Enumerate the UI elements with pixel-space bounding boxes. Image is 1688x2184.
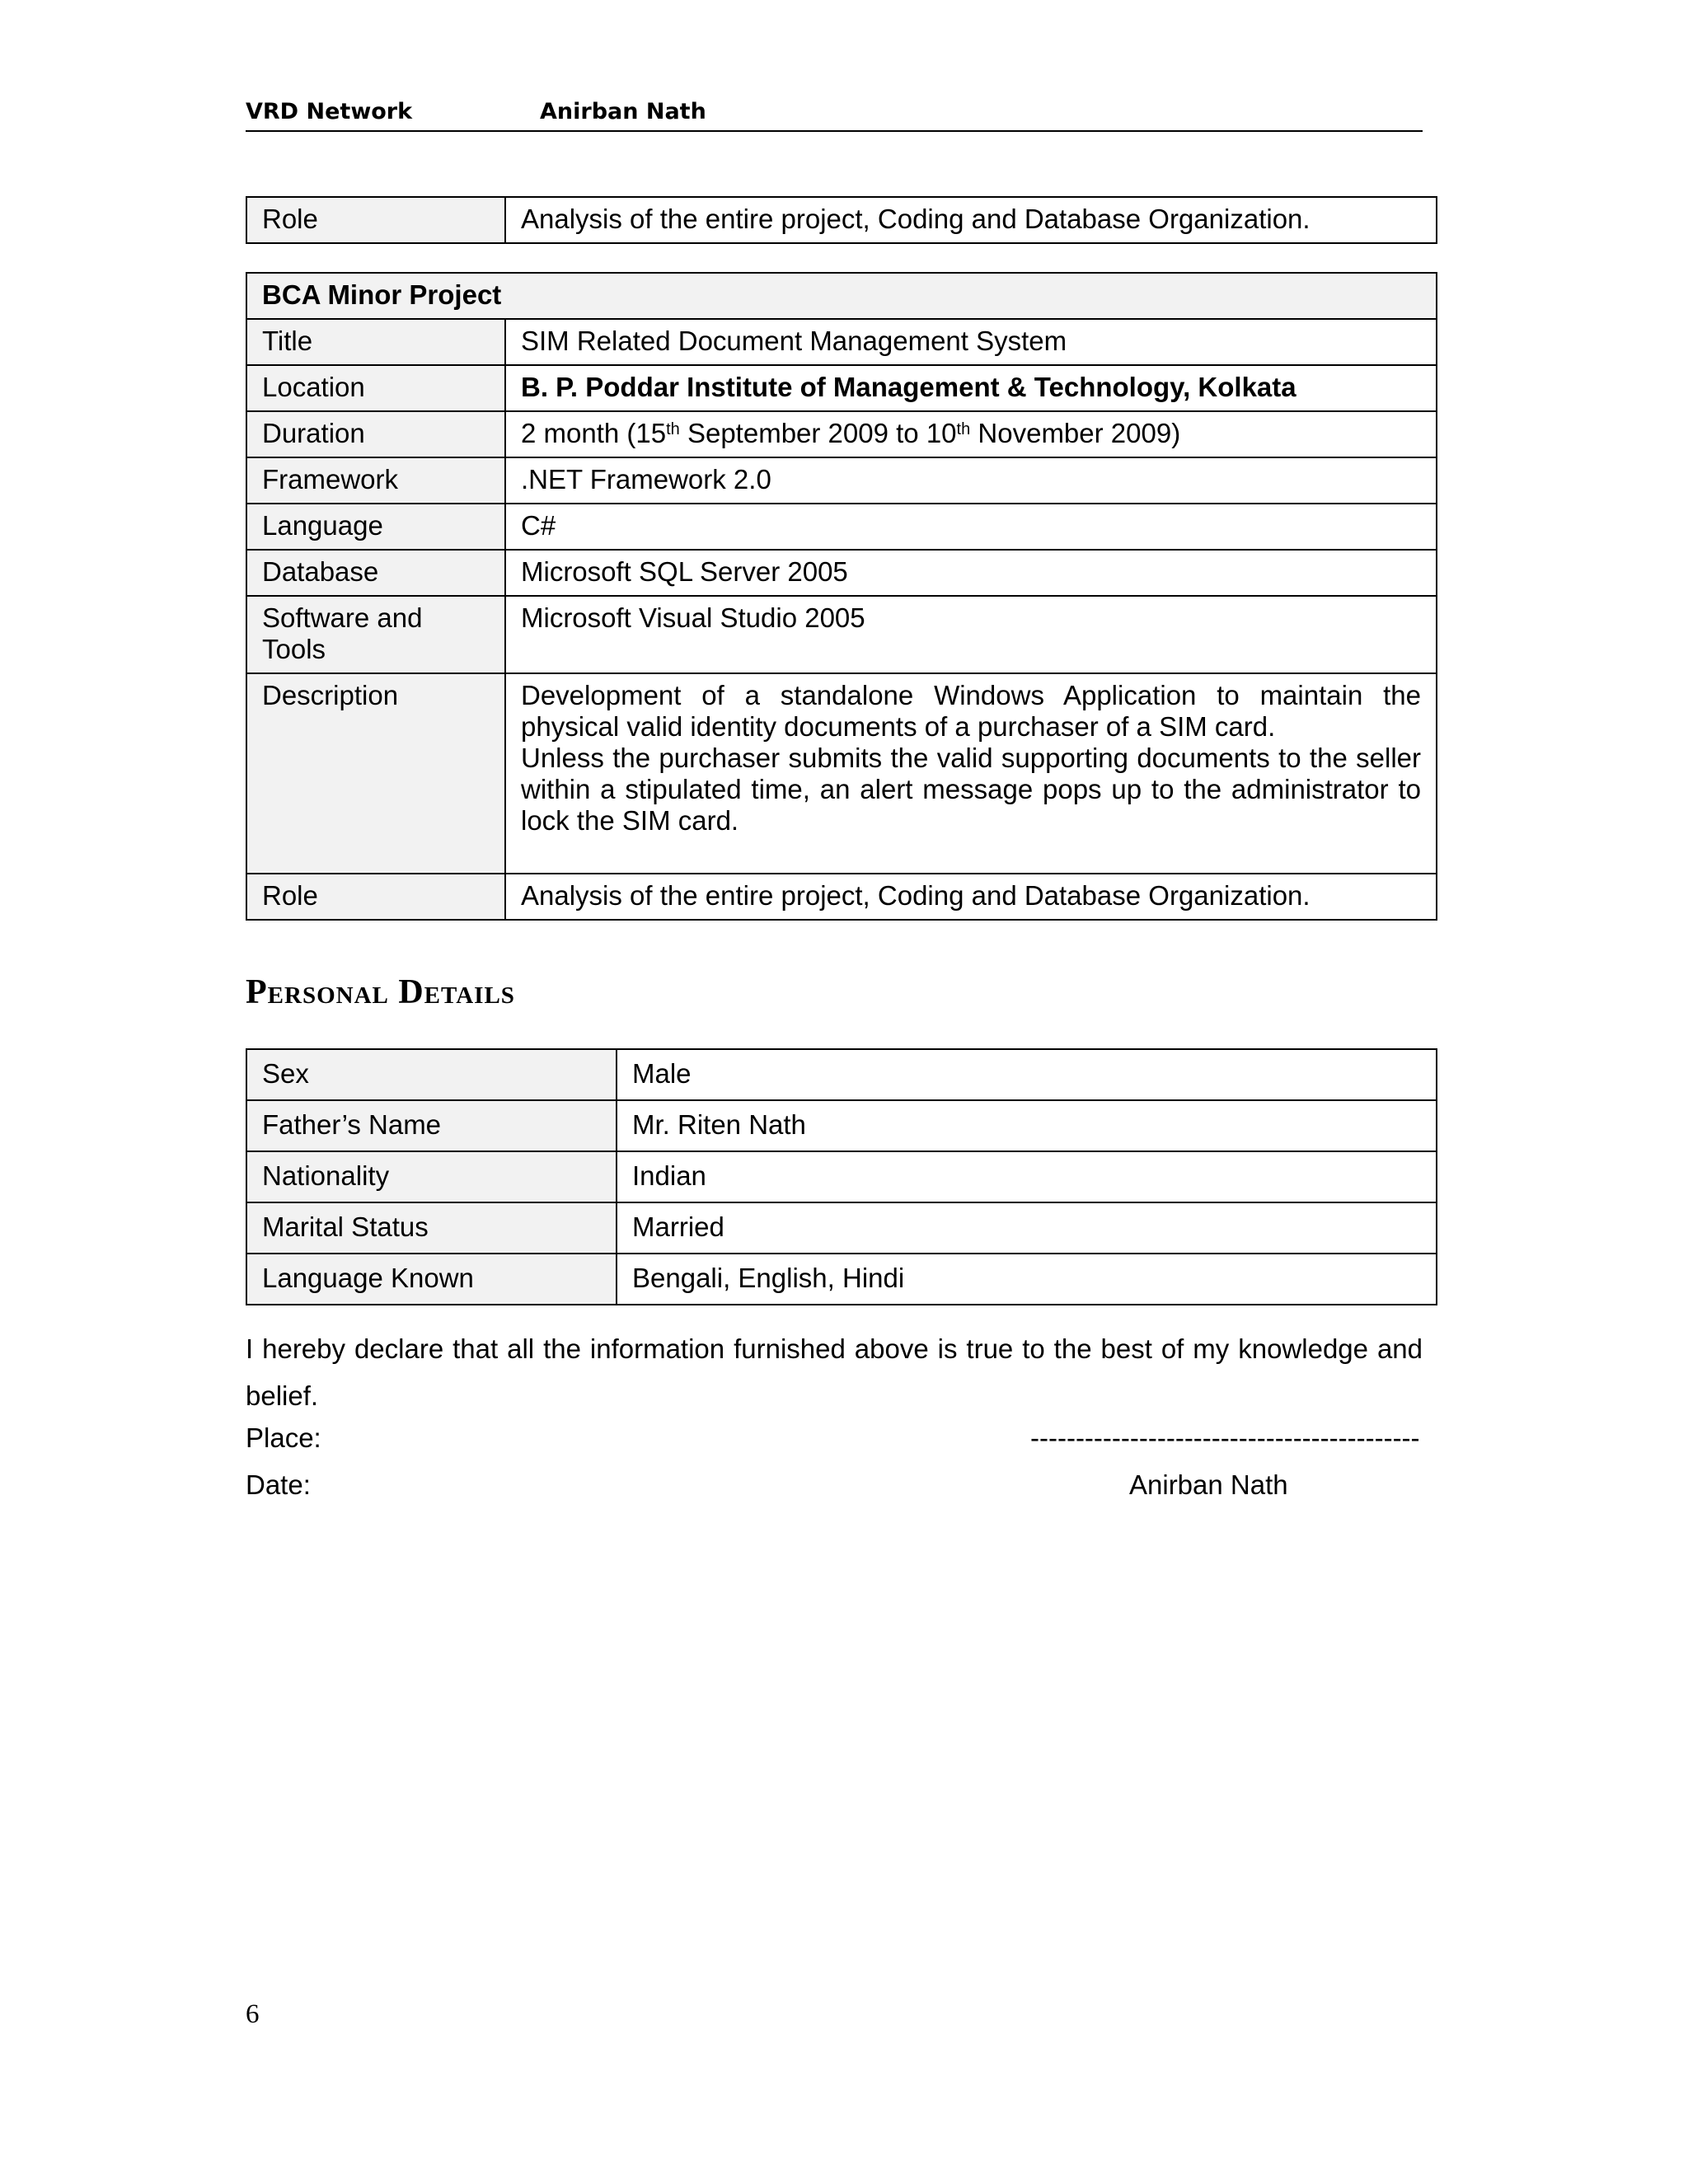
table-row — [246, 550, 1437, 596]
table-row — [246, 504, 1437, 550]
row-label: Title — [246, 319, 505, 365]
page-header — [246, 96, 1423, 132]
section-title-personal-details: Personal Details — [246, 973, 515, 1011]
table-row — [246, 1254, 1437, 1305]
table-row — [246, 1202, 1437, 1254]
table-row — [246, 874, 1437, 920]
minor-project-table — [246, 272, 1437, 921]
duration-part-b: September 2009 to 10 — [679, 418, 957, 448]
row-label: Software and Tools — [246, 596, 505, 673]
row-label: Marital Status — [246, 1202, 617, 1254]
row-label: Language Known — [246, 1254, 617, 1305]
row-value: Indian — [617, 1151, 1437, 1202]
row-label: Framework — [246, 457, 505, 504]
table-header-row — [246, 273, 1437, 319]
row-value: C# — [505, 504, 1437, 550]
duration-part-a: 2 month (15 — [521, 418, 667, 448]
table-row — [246, 1151, 1437, 1202]
table-row — [246, 411, 1437, 457]
row-value — [505, 673, 1437, 874]
personal-details-table — [246, 1048, 1437, 1305]
row-label: Duration — [246, 411, 505, 457]
row-label: Language — [246, 504, 505, 550]
table-row — [246, 1049, 1437, 1100]
header-company: VRD Network — [246, 99, 413, 124]
row-label: Database — [246, 550, 505, 596]
row-value — [505, 411, 1437, 457]
page-number: 6 — [246, 1999, 260, 2029]
table-row — [246, 319, 1437, 365]
declaration-text: I hereby declare that all the information furnished above is true to the best of my knowledge and belief. — [246, 1333, 1423, 1411]
row-label: Father’s Name — [246, 1100, 617, 1151]
previous-project-role-table — [246, 196, 1437, 244]
row-label: Role — [246, 874, 505, 920]
row-value: Married — [617, 1202, 1437, 1254]
signature-name: Anirban Nath — [1129, 1469, 1288, 1500]
description-paragraph-2: Unless the purchaser submits the valid supporting documents to the seller within a stipulated time, an alert message pops up to the administrator to lock the SIM card. — [521, 743, 1421, 836]
duration-sup-a: th — [666, 420, 680, 438]
place-label: Place: — [246, 1422, 321, 1453]
table-row — [246, 673, 1437, 874]
row-value: SIM Related Document Management System — [505, 319, 1437, 365]
row-label: Description — [246, 673, 505, 874]
row-value: Analysis of the entire project, Coding and Database Organization. — [505, 197, 1437, 243]
row-value: Microsoft SQL Server 2005 — [505, 550, 1437, 596]
row-value: Male — [617, 1049, 1437, 1100]
row-value: Analysis of the entire project, Coding and Database Organization. — [505, 874, 1437, 920]
row-value: B. P. Poddar Institute of Management & Technology, Kolkata — [505, 365, 1437, 411]
row-label: Sex — [246, 1049, 617, 1100]
duration-part-c: November 2009) — [970, 418, 1181, 448]
row-value: Bengali, English, Hindi — [617, 1254, 1437, 1305]
row-label: Location — [246, 365, 505, 411]
table-row — [246, 457, 1437, 504]
row-label: Role — [246, 197, 505, 243]
row-value: Microsoft Visual Studio 2005 — [505, 596, 1437, 673]
table-row — [246, 197, 1437, 243]
description-paragraph-1: Development of a standalone Windows Application to maintain the physical valid identity documents of a purchaser of a SIM card. — [521, 680, 1421, 742]
row-label: Nationality — [246, 1151, 617, 1202]
table-row — [246, 596, 1437, 673]
row-value: Mr. Riten Nath — [617, 1100, 1437, 1151]
header-author: Anirban Nath — [540, 99, 706, 124]
table-heading: BCA Minor Project — [246, 273, 1437, 319]
duration-sup-b: th — [956, 420, 971, 438]
table-row — [246, 1100, 1437, 1151]
row-value: .NET Framework 2.0 — [505, 457, 1437, 504]
date-label: Date: — [246, 1469, 311, 1500]
signature-line: ------------------------------------------- — [1030, 1422, 1420, 1453]
table-row — [246, 365, 1437, 411]
